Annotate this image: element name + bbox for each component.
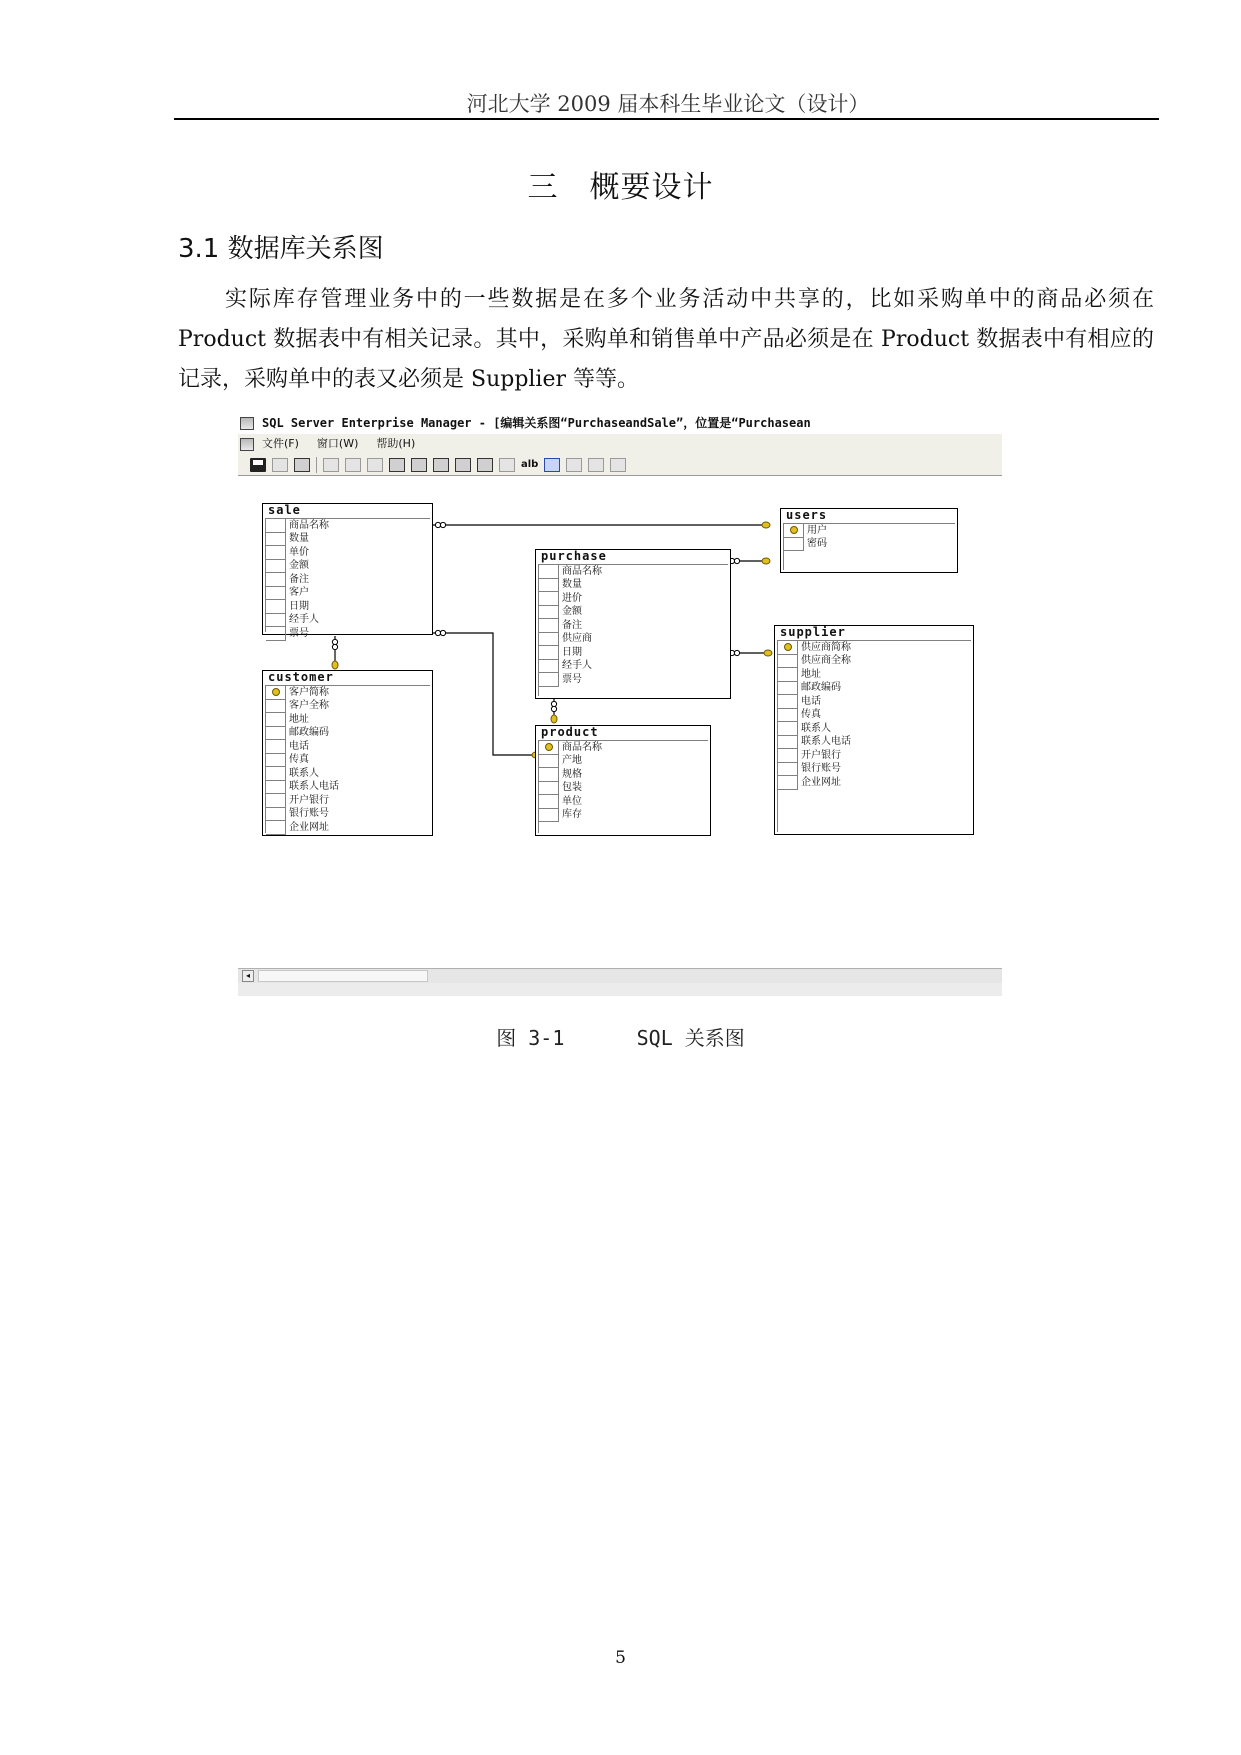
table-name: users [786, 508, 828, 522]
table-column-row[interactable] [539, 646, 728, 660]
column-list [783, 523, 955, 570]
table-name: sale [268, 503, 301, 517]
column-name: 金额 [562, 606, 582, 618]
table-sale[interactable] [262, 503, 433, 639]
row-selector[interactable] [778, 763, 798, 777]
section-heading: 3.1 数据库关系图 [178, 234, 384, 264]
row-selector[interactable] [266, 587, 286, 601]
table-column-row[interactable] [266, 600, 430, 614]
table-column-row[interactable] [539, 565, 728, 579]
zoom-icon[interactable] [455, 458, 471, 472]
table-column-row[interactable] [266, 573, 430, 587]
row-selector[interactable] [778, 695, 798, 709]
table-column-row[interactable] [539, 755, 708, 769]
column-name: 开户银行 [801, 749, 841, 761]
header-rule [174, 118, 1159, 120]
column-name: 供应商简称 [801, 641, 851, 653]
column-list [538, 564, 728, 696]
table-column-row[interactable] [778, 709, 971, 723]
column-name: 企业网址 [801, 776, 841, 788]
table-column-row[interactable] [266, 808, 430, 822]
table-column-row[interactable] [778, 682, 971, 696]
row-selector[interactable] [539, 646, 559, 660]
column-list [777, 640, 971, 832]
window-title: SQL Server Enterprise Manager - [编辑关系图“PurchaseandSale”，位置是“Purchasean [262, 416, 811, 430]
row-selector[interactable] [266, 713, 286, 727]
table-product[interactable] [535, 725, 711, 836]
row-selector[interactable] [266, 700, 286, 714]
table-column-row[interactable] [266, 546, 430, 560]
column-name: 供应商 [562, 633, 592, 645]
add-related-tables-icon[interactable] [433, 458, 449, 472]
running-header: 河北大学 2009 届本科生毕业论文（设计） [466, 92, 870, 116]
column-name: 银行账号 [289, 808, 329, 820]
table-column-row[interactable] [778, 749, 971, 763]
status-bar [238, 983, 1002, 996]
toolbar-separator [316, 457, 317, 473]
row-selector[interactable] [778, 668, 798, 682]
row-selector[interactable] [266, 627, 286, 641]
print-icon[interactable] [294, 458, 310, 472]
menu-help[interactable]: 帮助(H) [376, 437, 416, 450]
row-selector[interactable] [778, 736, 798, 750]
column-name: 开户银行 [289, 794, 329, 806]
menu-window[interactable]: 窗口(W) [316, 437, 359, 450]
table-column-row[interactable] [266, 754, 430, 768]
column-name: 传真 [289, 754, 309, 766]
row-selector[interactable] [266, 600, 286, 614]
row-selector[interactable] [539, 660, 559, 674]
paste-icon[interactable] [389, 458, 405, 472]
chapter-title: 三 概要设计 [527, 170, 714, 205]
scroll-thumb[interactable] [258, 970, 428, 982]
column-name: 联系人电话 [289, 781, 339, 793]
column-name: 电话 [289, 740, 309, 752]
table-column-row[interactable] [266, 781, 430, 795]
column-name: 联系人 [289, 767, 319, 779]
row-selector[interactable] [266, 754, 286, 768]
column-name: 日期 [562, 646, 582, 658]
column-name: 票号 [289, 627, 309, 639]
table-column-row[interactable] [266, 533, 430, 547]
copy-icon[interactable] [367, 458, 383, 472]
table-column-row[interactable] [539, 782, 708, 796]
table-column-row[interactable] [539, 633, 728, 647]
window-titlebar [238, 413, 1002, 433]
toolbar [238, 454, 1002, 476]
column-name: 金额 [289, 560, 309, 572]
grid-icon[interactable] [610, 458, 626, 472]
show-relationship-labels-icon[interactable] [566, 458, 582, 472]
sql-diagram-screenshot [238, 413, 1002, 996]
row-selector[interactable] [778, 776, 798, 790]
row-selector[interactable] [266, 727, 286, 741]
row-selector[interactable] [539, 633, 559, 647]
column-name: 日期 [289, 600, 309, 612]
column-name: 企业网址 [289, 821, 329, 833]
table-column-row[interactable] [539, 768, 708, 782]
column-name: 密码 [807, 538, 827, 550]
table-column-row[interactable] [539, 606, 728, 620]
row-selector[interactable] [778, 722, 798, 736]
table-column-row[interactable] [266, 821, 430, 835]
new-table-icon[interactable] [323, 458, 339, 472]
column-name: 银行账号 [801, 763, 841, 775]
table-column-row[interactable] [539, 673, 728, 687]
row-selector[interactable] [266, 533, 286, 547]
properties-icon[interactable] [272, 458, 288, 472]
column-name: 经手人 [562, 660, 592, 672]
column-name: 库存 [562, 809, 582, 821]
row-selector[interactable] [539, 795, 559, 809]
table-column-row[interactable] [266, 627, 430, 641]
add-table-icon[interactable] [411, 458, 427, 472]
row-selector[interactable] [539, 579, 559, 593]
row-selector[interactable] [539, 565, 559, 579]
column-name: 数量 [289, 533, 309, 545]
row-selector[interactable] [539, 592, 559, 606]
save-icon[interactable] [250, 458, 266, 472]
column-name: 邮政编码 [289, 727, 329, 739]
row-selector[interactable] [539, 768, 559, 782]
column-list [538, 740, 708, 833]
table-column-row[interactable] [266, 740, 430, 754]
table-column-row[interactable] [778, 668, 971, 682]
horizontal-scrollbar[interactable] [238, 968, 1002, 983]
column-name: 商品名称 [289, 519, 329, 531]
table-column-row[interactable] [784, 524, 955, 538]
table-column-row[interactable] [266, 587, 430, 601]
row-selector[interactable] [266, 573, 286, 587]
column-name: 传真 [801, 709, 821, 721]
table-purchase[interactable] [535, 549, 731, 699]
scroll-left-button[interactable]: ◂ [242, 970, 254, 982]
column-name: 单位 [562, 795, 582, 807]
table-column-row[interactable] [778, 695, 971, 709]
table-column-row[interactable] [778, 655, 971, 669]
table-column-row[interactable] [539, 809, 708, 823]
column-name: 进价 [562, 592, 582, 604]
row-selector[interactable] [778, 682, 798, 696]
column-name: 客户全称 [289, 700, 329, 712]
page-number: 5 [615, 1648, 626, 1668]
row-selector[interactable] [266, 808, 286, 822]
column-name: 客户 [289, 587, 309, 599]
primary-key-icon[interactable] [539, 741, 559, 755]
table-column-row[interactable] [539, 619, 728, 633]
table-column-row[interactable] [778, 641, 971, 655]
row-selector[interactable] [539, 619, 559, 633]
row-selector[interactable] [266, 781, 286, 795]
row-selector[interactable] [266, 560, 286, 574]
table-column-row[interactable] [539, 592, 728, 606]
table-column-row[interactable] [266, 794, 430, 808]
table-column-row[interactable] [778, 763, 971, 777]
column-name: 用户 [807, 524, 827, 536]
row-selector[interactable] [778, 749, 798, 763]
arrange-tables-icon[interactable] [544, 458, 560, 472]
table-users[interactable] [780, 508, 958, 573]
column-name: 票号 [562, 673, 582, 685]
row-selector[interactable] [266, 821, 286, 835]
column-name: 商品名称 [562, 565, 602, 577]
diagram-canvas[interactable] [238, 477, 1002, 955]
column-name: 客户简称 [289, 686, 329, 698]
body-paragraph: 实际库存管理业务中的一些数据是在多个业务活动中共享的，比如采购单中的商品必须在 Product 数据表中有相关记录。其中，采购单和销售单中产品必须是在 Product 数据表中有相应的记录，采购单中的表又必须是 Supplier 等等。 [178, 287, 1154, 392]
menu-file[interactable]: 文件(F) [262, 437, 299, 450]
table-column-row[interactable] [266, 686, 430, 700]
figure-caption: 图 3-1 SQL 关系图 [496, 1026, 745, 1050]
table-column-row[interactable] [539, 660, 728, 674]
column-name: 电话 [801, 695, 821, 707]
table-column-row[interactable] [266, 713, 430, 727]
column-name: 规格 [562, 768, 582, 780]
row-selector[interactable] [266, 546, 286, 560]
table-column-row[interactable] [778, 776, 971, 790]
table-column-row[interactable] [784, 538, 955, 552]
column-name: 单价 [289, 546, 309, 558]
table-column-row[interactable] [266, 767, 430, 781]
row-selector[interactable] [266, 740, 286, 754]
app-icon [240, 417, 254, 430]
row-selector[interactable] [778, 709, 798, 723]
table-supplier[interactable] [774, 625, 974, 835]
row-selector[interactable] [539, 782, 559, 796]
table-column-row[interactable] [539, 795, 708, 809]
cut-icon[interactable] [345, 458, 361, 472]
layout-icon[interactable] [477, 458, 493, 472]
table-column-row[interactable] [778, 722, 971, 736]
document-icon[interactable] [240, 438, 254, 451]
row-selector[interactable] [266, 614, 286, 628]
primary-key-icon[interactable] [778, 641, 798, 655]
row-selector[interactable] [539, 809, 559, 823]
column-name: 联系人电话 [801, 736, 851, 748]
key-icon[interactable] [499, 458, 515, 472]
row-selector[interactable] [539, 606, 559, 620]
table-customer[interactable] [262, 670, 433, 836]
table-column-row[interactable] [539, 741, 708, 755]
column-name: 商品名称 [562, 741, 602, 753]
manage-indexes-icon[interactable] [588, 458, 604, 472]
text-annotation-button[interactable]: alb [521, 458, 539, 470]
row-selector[interactable] [266, 519, 286, 533]
row-selector[interactable] [539, 755, 559, 769]
column-name: 地址 [289, 713, 309, 725]
column-name: 邮政编码 [801, 682, 841, 694]
row-selector[interactable] [539, 673, 559, 687]
column-list [265, 685, 430, 833]
table-name: product [541, 725, 599, 739]
column-name: 备注 [562, 619, 582, 631]
primary-key-icon[interactable] [784, 524, 804, 538]
column-list [265, 518, 430, 639]
table-column-row[interactable] [266, 614, 430, 628]
table-name: supplier [780, 625, 846, 639]
column-name: 地址 [801, 668, 821, 680]
column-name: 联系人 [801, 722, 831, 734]
menu-bar [238, 434, 1002, 454]
table-column-row[interactable] [539, 579, 728, 593]
column-name: 备注 [289, 573, 309, 585]
table-name: purchase [541, 549, 607, 563]
table-column-row[interactable] [266, 700, 430, 714]
column-name: 数量 [562, 579, 582, 591]
table-column-row[interactable] [266, 560, 430, 574]
table-column-row[interactable] [266, 727, 430, 741]
column-name: 供应商全称 [801, 655, 851, 667]
column-name: 产地 [562, 755, 582, 767]
table-column-row[interactable] [266, 519, 430, 533]
table-name: customer [268, 670, 334, 684]
column-name: 经手人 [289, 614, 319, 626]
primary-key-icon[interactable] [266, 686, 286, 700]
row-selector[interactable] [784, 538, 804, 552]
column-name: 包装 [562, 782, 582, 794]
row-selector[interactable] [266, 767, 286, 781]
row-selector[interactable] [778, 655, 798, 669]
table-column-row[interactable] [778, 736, 971, 750]
row-selector[interactable] [266, 794, 286, 808]
